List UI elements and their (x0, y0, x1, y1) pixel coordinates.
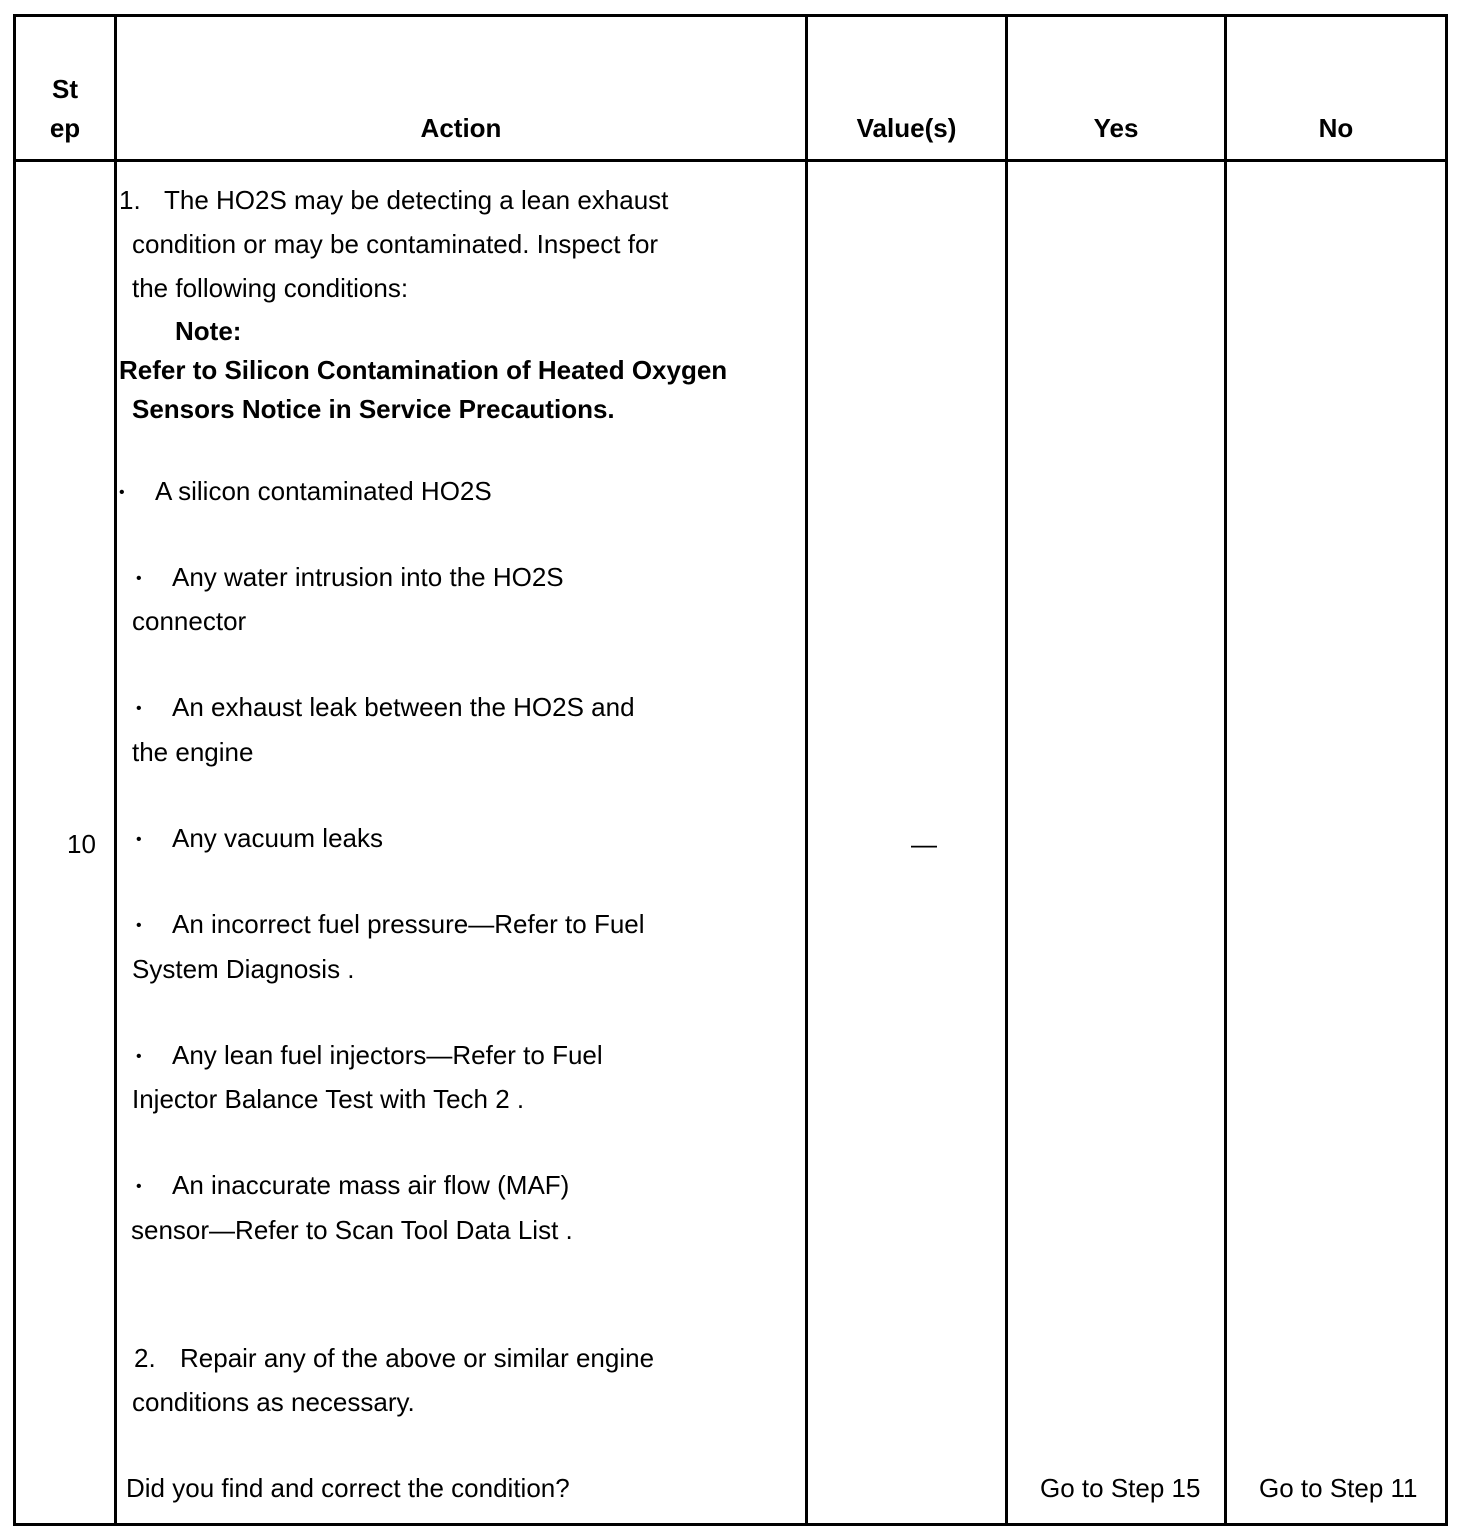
yes-go-to-step: Go to Step 15 (1040, 1473, 1201, 1503)
bullet-3-marker: • (136, 700, 142, 718)
bullet-7 (136, 1170, 569, 1202)
item1-line2: condition or may be contaminated. Inspect for (132, 229, 659, 259)
bullet-6-line1: Any lean fuel injectors—Refer to Fuel (172, 1040, 603, 1070)
bullet-6-marker: • (136, 1048, 142, 1066)
item1-line3: the following conditions: (132, 273, 409, 303)
item1-line1: The HO2S may be detecting a lean exhaust (164, 185, 669, 215)
value-cell: — (911, 829, 937, 859)
bullet-2 (136, 562, 564, 594)
header-step (16, 74, 114, 143)
bullet-2-line1: Any water intrusion into the HO2S (172, 562, 564, 592)
bullet-1 (119, 476, 492, 508)
no-go-to-step: Go to Step 11 (1259, 1473, 1418, 1503)
header-no: No (1318, 113, 1354, 143)
bullet-1-marker: • (119, 484, 125, 502)
table-border-top (13, 14, 1448, 17)
item2-line1: Repair any of the above or similar engine (180, 1343, 655, 1373)
bullet-4-line1: Any vacuum leaks (172, 823, 383, 853)
item1-number: 1. (119, 185, 141, 215)
bullet-7-line1: An inaccurate mass air flow (MAF) (172, 1170, 570, 1200)
note-line2: Sensors Notice in Service Precautions. (132, 394, 615, 424)
header-action: Action (420, 113, 502, 143)
bullet-3-line2: the engine (132, 737, 254, 767)
step-number: 10 (67, 829, 96, 859)
header-step-line1: St (52, 74, 78, 104)
bullet-3 (136, 692, 635, 724)
bullet-5 (136, 909, 645, 941)
item2-number: 2. (134, 1343, 156, 1373)
bullet-7-marker: • (136, 1178, 142, 1196)
header-values: Value(s) (856, 113, 957, 143)
column-divider-step (114, 14, 117, 1526)
note-line1: Refer to Silicon Contamination of Heated Oxygen (119, 355, 728, 385)
header-yes: Yes (1093, 113, 1139, 143)
bullet-4-marker: • (136, 831, 142, 849)
bullet-2-marker: • (136, 570, 142, 588)
bullet-7-line2: sensor—Refer to Scan Tool Data List . (131, 1215, 573, 1245)
bullet-3-line1: An exhaust leak between the HO2S and (172, 692, 635, 722)
bullet-5-line2: System Diagnosis . (132, 954, 355, 984)
column-divider-yes (1224, 14, 1227, 1526)
column-divider-action (805, 14, 808, 1526)
bullet-5-marker: • (136, 917, 142, 935)
header-step-line2: ep (49, 113, 81, 143)
bullet-6 (136, 1040, 603, 1072)
note-label: Note: (175, 316, 242, 346)
bullet-4 (136, 823, 383, 855)
bullet-2-line2: connector (132, 606, 247, 636)
bullet-1-line1: A silicon contaminated HO2S (155, 476, 492, 506)
action-question: Did you find and correct the condition? (126, 1473, 570, 1503)
bullet-5-line1: An incorrect fuel pressure—Refer to Fuel (172, 909, 645, 939)
table-border-right (1445, 14, 1448, 1526)
header-divider (13, 159, 1448, 162)
column-divider-values (1005, 14, 1008, 1526)
bullet-6-line2: Injector Balance Test with Tech 2 . (132, 1084, 525, 1114)
table-border-left (13, 14, 16, 1526)
item2-line2: conditions as necessary. (132, 1387, 415, 1417)
table-border-bottom (13, 1523, 1448, 1526)
